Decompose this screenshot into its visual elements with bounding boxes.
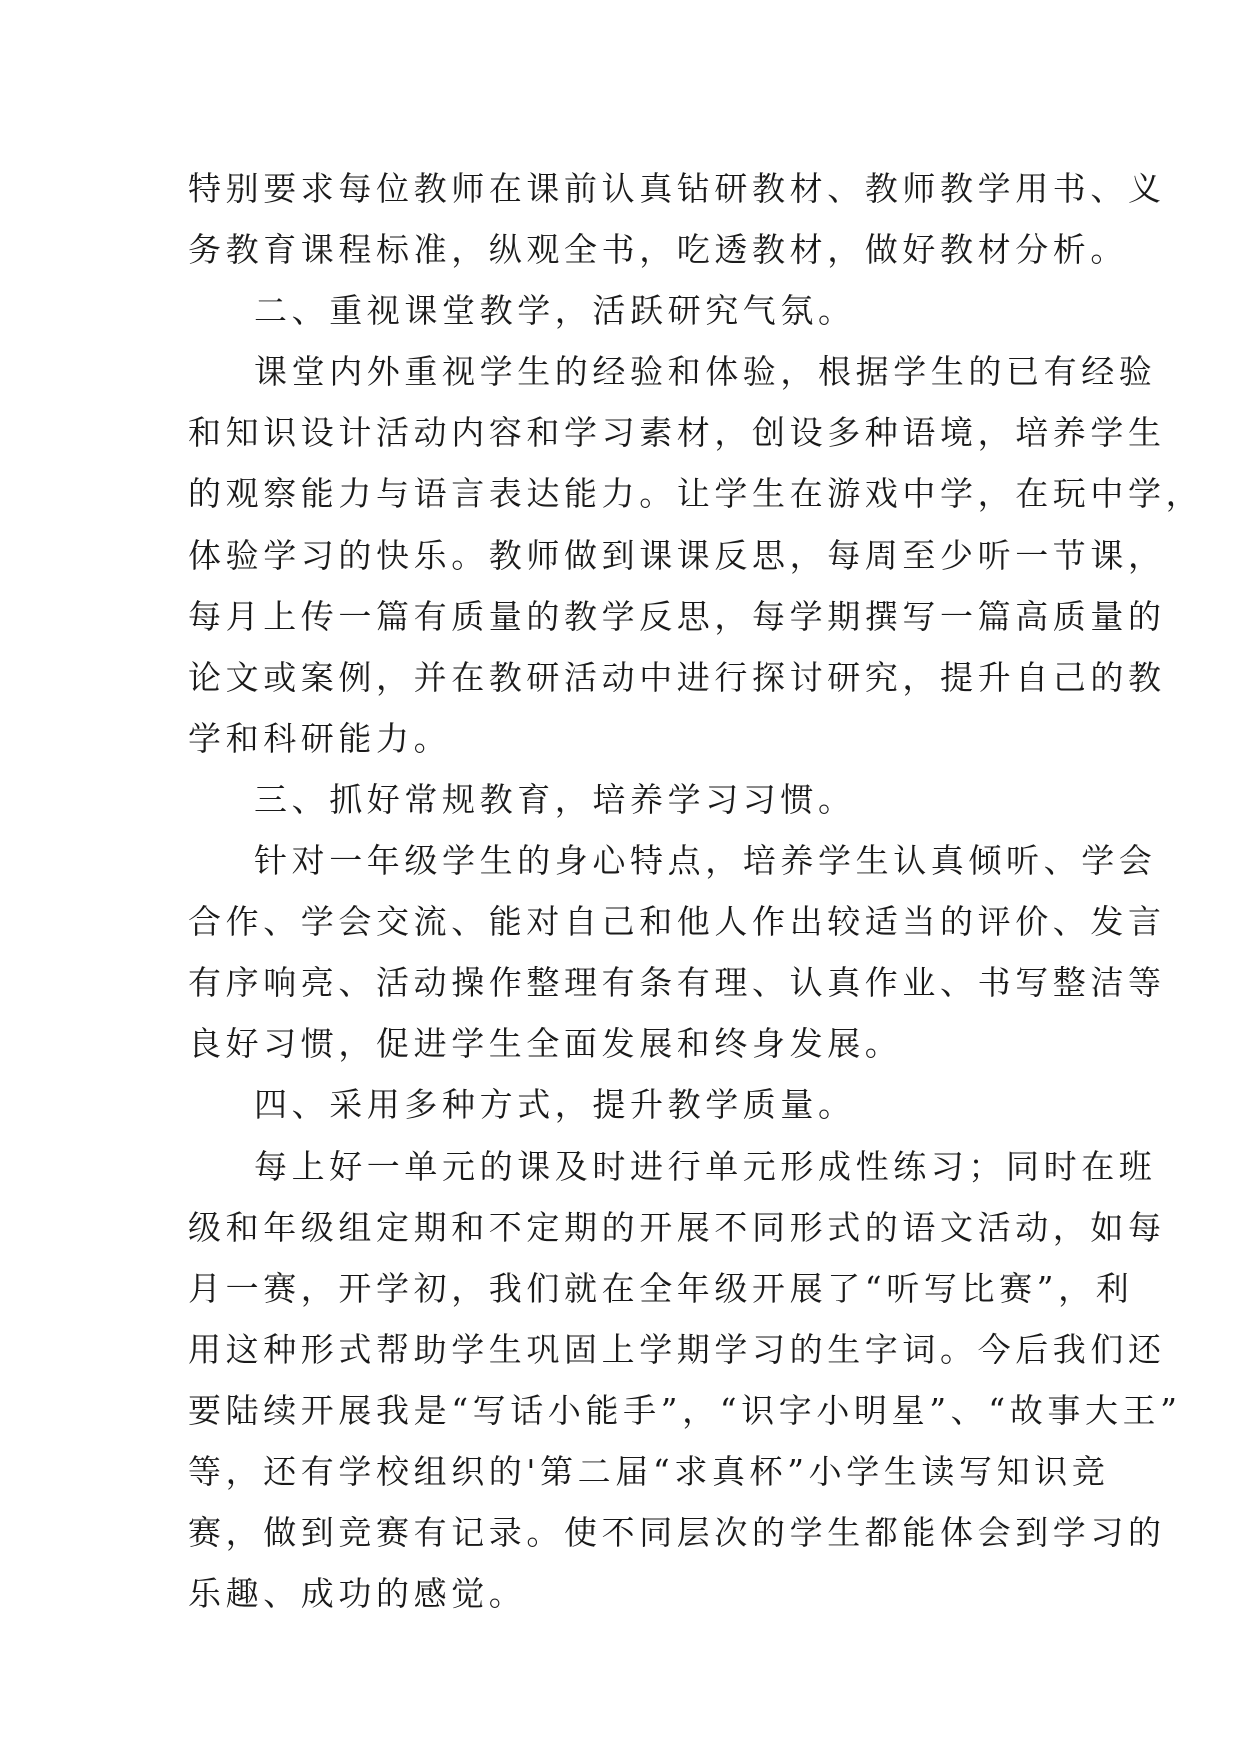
section-heading: 三、抓好常规教育，培养学习习惯。	[254, 779, 856, 819]
document-body	[188, 158, 1204, 1624]
text-line: 论文或案例，并在教研活动中进行探讨研究，提升自己的教	[188, 657, 1166, 697]
section-heading: 四、采用多种方式，提升教学质量。	[254, 1085, 856, 1125]
section-heading: 二、重视课堂教学，活跃研究气氛。	[254, 291, 856, 331]
text-line: 乐趣、成功的感觉。	[188, 1574, 527, 1614]
text-line: 赛，做到竞赛有记录。使不同层次的学生都能体会到学习的	[188, 1513, 1166, 1553]
paragraph-start-line: 每上好一单元的课及时进行单元形成性练习；同时在班	[254, 1146, 1157, 1186]
text-line: 有序响亮、活动操作整理有条有理、认真作业、书写整洁等	[188, 963, 1166, 1003]
text-line: 学和科研能力。	[188, 718, 452, 758]
text-line: 良好习惯，促进学生全面发展和终身发展。	[188, 1024, 903, 1064]
text-line: 用这种形式帮助学生巩固上学期学习的生字词。今后我们还	[188, 1329, 1166, 1369]
text-line: 体验学习的快乐。教师做到课课反思，每周至少听一节课，	[188, 535, 1166, 575]
text-line: 的观察能力与语言表达能力。让学生在游戏中学，在玩中学，	[188, 474, 1204, 514]
text-line: 级和年级组定期和不定期的开展不同形式的语文活动，如每	[188, 1207, 1166, 1247]
text-line: 月一赛，开学初，我们就在全年级开展了“听写比赛”，利	[188, 1268, 1134, 1308]
text-line: 特别要求每位教师在课前认真钻研教材、教师教学用书、义	[188, 169, 1166, 208]
paragraph-start-line: 课堂内外重视学生的经验和体验，根据学生的已有经验	[254, 352, 1157, 392]
text-line: 务教育课程标准，纵观全书，吃透教材，做好教材分析。	[188, 230, 1128, 270]
text-line: 每月上传一篇有质量的教学反思，每学期撰写一篇高质量的	[188, 596, 1166, 636]
text-line: 要陆续开展我是“写话小能手”，“识字小明星”、“故事大王”	[188, 1390, 1182, 1430]
text-line: 等，还有学校组织的'第二届“求真杯”小学生读写知识竞	[188, 1451, 1110, 1491]
text-line: 合作、学会交流、能对自己和他人作出较适当的评价、发言	[188, 902, 1166, 942]
paragraph-start-line: 针对一年级学生的身心特点，培养学生认真倾听、学会	[254, 841, 1157, 881]
text-line: 和知识设计活动内容和学习素材，创设多种语境，培养学生	[188, 413, 1166, 453]
